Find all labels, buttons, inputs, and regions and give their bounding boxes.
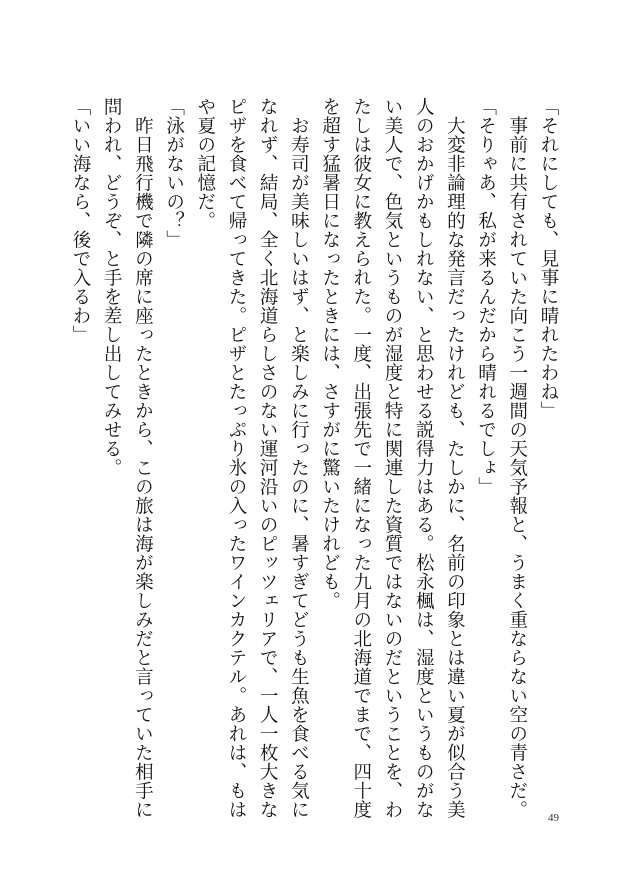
text-line: お寿司が美味しいはず、と楽しみに行ったのに、暑すぎてどうも生魚を食べる気に (288, 97, 310, 819)
text-line: を超す猛暑日になったときには、さすがに驚いたけれども。 (319, 97, 341, 610)
text-line: 「そりゃあ、私が来るんだから晴れるでしょ」 (475, 97, 497, 496)
page-number: 49 (548, 812, 559, 824)
text-line: 「泳がないの？」 (163, 97, 185, 249)
text-line: 人のおかげかもしれない、と思わせる説得力はある。松永楓は、湿度というものがな (413, 97, 435, 819)
text-line: い美人で、色気というものが湿度と特に関連した資質ではないのだということを、わ (381, 97, 403, 819)
text-line: 大変非論理的な発言だったけれども、たしかに、名前の印象とは違い夏が似合う美 (444, 97, 466, 819)
text-line: 問われ、どうぞ、と手を差し出してみせる。 (101, 97, 123, 477)
text-line: や夏の記憶だ。 (194, 97, 216, 230)
text-line: なれず、結局、全く北海道らしさのない運河沿いのピッツェリアで、一人一枚大きな (257, 97, 279, 819)
text-line: 「いい海なら、後で入るわ」 (69, 97, 91, 344)
text-line: 事前に共有されていた向こう一週間の天気予報と、うまく重ならない空の青さだ。 (506, 97, 528, 819)
text-line: ピザを食べて帰ってきた。ピザとたっぷり氷の入ったワインカクテル。あれは、もは (225, 97, 247, 819)
text-line: 「それにしても、見事に晴れたわね」 (538, 97, 559, 420)
text-line: たしは彼女に教えられた。一度、出張先で一緒になった九月の北海道でまで、四十度 (350, 97, 372, 819)
text-line: 昨日飛行機で隣の席に座ったときから、この旅は海が楽しみだと言っていた相手に (132, 97, 154, 819)
